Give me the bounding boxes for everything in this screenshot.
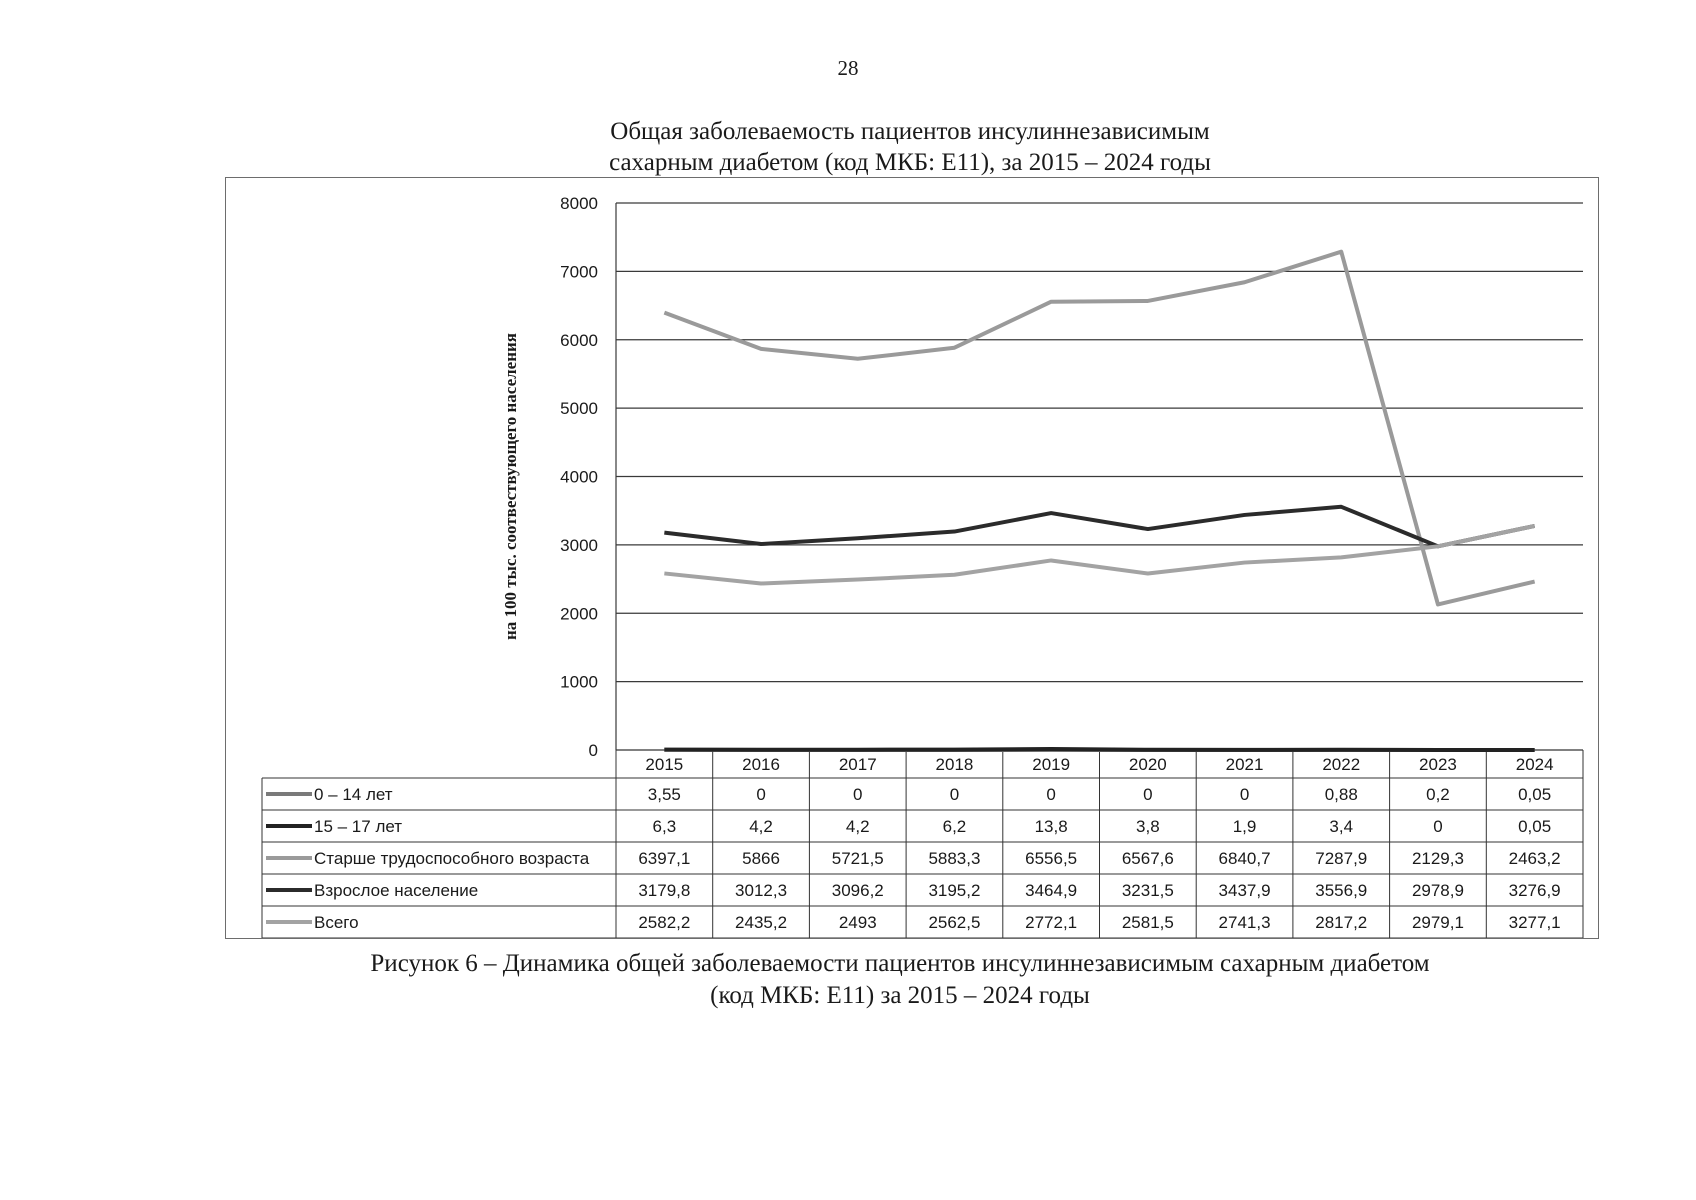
data-label: 2978,9 [1411, 881, 1464, 900]
data-label: 5866 [742, 849, 780, 868]
data-label: 0 [1046, 785, 1056, 804]
legend-label: Взрослое население [314, 881, 479, 900]
data-label: 0 [1433, 817, 1443, 836]
x-tick-label: 2017 [838, 755, 877, 774]
data-label: 3012,3 [735, 881, 788, 900]
data-label: 6,3 [652, 817, 677, 836]
x-tick-label: 2015 [645, 755, 684, 774]
data-label: 0,2 [1426, 785, 1450, 804]
data-label: 2582,2 [638, 913, 691, 932]
data-label: 0 [756, 785, 766, 804]
data-label: 13,8 [1034, 817, 1068, 836]
data-label: 1,9 [1232, 817, 1257, 836]
legend-label: 0 – 14 лет [314, 785, 393, 804]
data-label: 5721,5 [831, 849, 884, 868]
data-label: 0 [853, 785, 863, 804]
data-label: 0,05 [1518, 785, 1552, 804]
data-label: 3096,2 [831, 881, 884, 900]
data-label: 2817,2 [1315, 913, 1368, 932]
data-label: 3437,9 [1218, 881, 1271, 900]
data-label: 4,2 [749, 817, 773, 836]
page-number: 28 [837, 56, 859, 80]
y-tick-label: 2000 [560, 604, 598, 624]
data-label: 3276,9 [1508, 881, 1561, 900]
x-tick-label: 2016 [742, 755, 780, 774]
data-label: 6,2 [942, 817, 967, 836]
series-line [664, 749, 1534, 750]
data-label: 0 [1239, 785, 1250, 804]
series-line [664, 507, 1534, 547]
data-label: 4,2 [845, 817, 870, 836]
data-label: 3,55 [647, 785, 681, 804]
chart-title-line-1: Общая заболеваемость пациентов инсулиннезависимым [610, 118, 1210, 145]
y-tick-label: 8000 [560, 194, 598, 213]
data-label: 0 [1143, 785, 1153, 804]
legend-label: Старше трудоспособного возраста [314, 849, 590, 868]
caption-line-1: Рисунок 6 – Динамика общей заболеваемости пациентов инсулиннезависимым сахарным диабетом [370, 950, 1430, 977]
data-label: 3195,2 [928, 881, 981, 900]
chart-frame [225, 177, 1599, 939]
data-label: 3556,9 [1315, 881, 1368, 900]
x-tick-label: 2020 [1128, 755, 1167, 774]
x-tick-label: 2023 [1419, 755, 1457, 774]
data-label: 6840,7 [1218, 849, 1271, 868]
line-chart [226, 178, 1598, 938]
data-label: 2772,1 [1025, 913, 1078, 932]
data-label: 2129,3 [1411, 849, 1464, 868]
data-label: 2581,5 [1121, 913, 1174, 932]
y-tick-label: 1000 [560, 672, 598, 692]
y-axis-label: на 100 тыс. соотвествующего населения [501, 333, 520, 640]
legend-label: Всего [314, 913, 359, 932]
data-label: 0,05 [1518, 817, 1552, 836]
y-tick-label: 0 [588, 741, 598, 760]
data-label: 3277,1 [1508, 913, 1561, 932]
y-tick-label: 6000 [560, 330, 598, 350]
data-label: 0,88 [1324, 785, 1358, 804]
data-label: 3,8 [1136, 817, 1160, 836]
data-label: 5883,3 [928, 849, 981, 868]
y-tick-label: 5000 [560, 399, 598, 419]
x-tick-label: 2018 [935, 755, 974, 774]
chart-title [440, 116, 1380, 178]
x-tick-label: 2024 [1515, 755, 1554, 774]
data-label: 6397,1 [638, 849, 691, 868]
x-tick-label: 2019 [1032, 755, 1071, 774]
data-label: 2562,5 [928, 913, 981, 932]
data-label: 3231,5 [1121, 881, 1174, 900]
chart-title-line-2: сахарным диабетом (код МКБ: Е11), за 2015 – 2024 годы [609, 149, 1211, 176]
data-label: 6556,5 [1025, 849, 1078, 868]
figure-caption [200, 948, 1600, 1012]
data-label: 2979,1 [1411, 913, 1464, 932]
data-label: 2435,2 [735, 913, 788, 932]
data-label: 2493 [838, 913, 877, 932]
data-label: 6567,6 [1121, 849, 1174, 868]
data-label: 2463,2 [1508, 849, 1561, 868]
data-label: 0 [949, 785, 960, 804]
caption-line-2: (код МКБ: Е11) за 2015 – 2024 годы [710, 982, 1090, 1009]
data-label: 3,4 [1329, 817, 1354, 836]
data-label: 3179,8 [638, 881, 691, 900]
x-tick-label: 2021 [1225, 755, 1264, 774]
y-tick-label: 4000 [560, 467, 598, 487]
data-label: 3464,9 [1025, 881, 1078, 900]
y-tick-label: 3000 [560, 535, 598, 555]
data-label: 2741,3 [1218, 913, 1271, 932]
y-tick-label: 7000 [560, 262, 598, 282]
legend-label: 15 – 17 лет [314, 817, 403, 836]
data-label: 7287,9 [1315, 849, 1368, 868]
x-tick-label: 2022 [1322, 755, 1361, 774]
